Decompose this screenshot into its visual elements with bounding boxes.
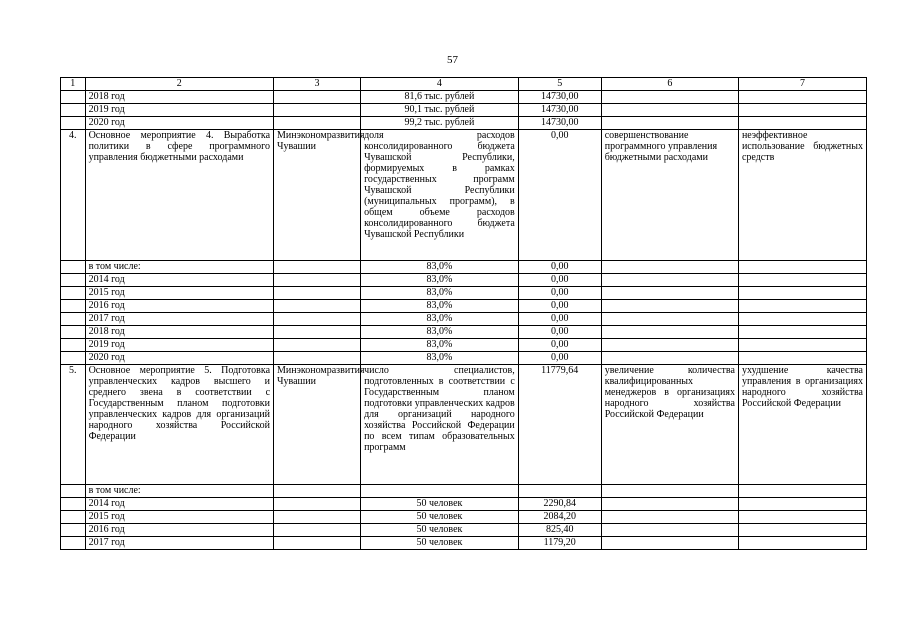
header-cell: 2 (85, 78, 273, 91)
year-label: в том числе: (85, 261, 273, 274)
indicator-value: 83,0% (361, 261, 519, 274)
year-label: 2018 год (85, 91, 273, 104)
table-row (61, 498, 867, 511)
empty-cell (61, 326, 86, 339)
empty-cell (61, 498, 86, 511)
indicator-value: 83,0% (361, 274, 519, 287)
indicator-value: 83,0% (361, 352, 519, 365)
table-row (61, 287, 867, 300)
empty-cell (601, 274, 738, 287)
empty-cell (601, 537, 738, 550)
indicator-value: 83,0% (361, 300, 519, 313)
amount-value: 825,40 (518, 524, 601, 537)
empty-cell (601, 339, 738, 352)
indicator-value: 83,0% (361, 313, 519, 326)
empty-cell (61, 274, 86, 287)
empty-cell (738, 300, 866, 313)
empty-cell (738, 511, 866, 524)
amount-value: 2290,84 (518, 498, 601, 511)
measure-amount: 11779,64 (518, 365, 601, 485)
empty-cell (738, 485, 866, 498)
empty-cell (738, 326, 866, 339)
indicator-value: 81,6 тыс. рублей (361, 91, 519, 104)
empty-cell (601, 313, 738, 326)
empty-cell (738, 287, 866, 300)
indicator-value: 83,0% (361, 339, 519, 352)
measure-name: Основное мероприятие 5. Подготовка управленческих кадров высшего и среднего звена в соответствии с Государственным планом подготовки управленческих кадров для организаций народного хозяйства Российской Федерации (85, 365, 273, 485)
indicator-value: 50 человек (361, 537, 519, 550)
amount-value (518, 485, 601, 498)
indicator-value: 83,0% (361, 326, 519, 339)
header-cell: 1 (61, 78, 86, 91)
table-row (61, 326, 867, 339)
measure-result: совершенствование программного управления бюджетными расходами (601, 130, 738, 261)
empty-cell (601, 352, 738, 365)
empty-cell (61, 339, 86, 352)
table-row (61, 91, 867, 104)
measure-result: увеличение количества квалифицированных менеджеров в организациях народного хозяйства Российской Федерации (601, 365, 738, 485)
empty-cell (61, 313, 86, 326)
empty-cell (274, 352, 361, 365)
measure-executor: Минэкономразвития Чувашии (274, 365, 361, 485)
header-cell: 4 (361, 78, 519, 91)
table-row (61, 104, 867, 117)
empty-cell (274, 537, 361, 550)
amount-value: 14730,00 (518, 117, 601, 130)
empty-cell (61, 485, 86, 498)
amount-value: 0,00 (518, 274, 601, 287)
empty-cell (274, 511, 361, 524)
empty-cell (274, 326, 361, 339)
measure-consequence: ухудшение качества управления в организациях народного хозяйства Российской Федерации (738, 365, 866, 485)
empty-cell (274, 274, 361, 287)
header-cell: 5 (518, 78, 601, 91)
amount-value: 0,00 (518, 313, 601, 326)
empty-cell (601, 524, 738, 537)
empty-cell (601, 261, 738, 274)
indicator-value: 50 человек (361, 498, 519, 511)
year-label: в том числе: (85, 485, 273, 498)
table-row (61, 352, 867, 365)
empty-cell (274, 524, 361, 537)
year-label: 2016 год (85, 300, 273, 313)
empty-cell (274, 313, 361, 326)
measure-row-5 (61, 365, 867, 485)
amount-value: 1179,20 (518, 537, 601, 550)
indicator-value (361, 485, 519, 498)
empty-cell (601, 511, 738, 524)
amount-value: 14730,00 (518, 104, 601, 117)
measure-number: 4. (61, 130, 86, 261)
year-label: 2019 год (85, 104, 273, 117)
table-row (61, 313, 867, 326)
amount-value: 0,00 (518, 339, 601, 352)
table-row (61, 511, 867, 524)
header-cell: 6 (601, 78, 738, 91)
indicator-value: 50 человек (361, 511, 519, 524)
empty-cell (601, 485, 738, 498)
empty-cell (738, 274, 866, 287)
table-row (61, 524, 867, 537)
empty-cell (738, 537, 866, 550)
amount-value: 0,00 (518, 287, 601, 300)
table-row (61, 274, 867, 287)
amount-value: 0,00 (518, 352, 601, 365)
empty-cell (61, 300, 86, 313)
empty-cell (61, 524, 86, 537)
measure-amount: 0,00 (518, 130, 601, 261)
measure-number: 5. (61, 365, 86, 485)
empty-cell (601, 326, 738, 339)
empty-cell (601, 287, 738, 300)
year-label: 2019 год (85, 339, 273, 352)
empty-cell (61, 261, 86, 274)
empty-cell (738, 524, 866, 537)
empty-cell (274, 287, 361, 300)
empty-cell (738, 498, 866, 511)
year-label: 2014 год (85, 274, 273, 287)
table-row (61, 117, 867, 130)
year-label: 2015 год (85, 287, 273, 300)
empty-cell (61, 537, 86, 550)
empty-cell (738, 352, 866, 365)
empty-cell (738, 261, 866, 274)
indicator-value: 99,2 тыс. рублей (361, 117, 519, 130)
amount-value: 14730,00 (518, 91, 601, 104)
empty-cell (274, 339, 361, 352)
year-label: 2017 год (85, 313, 273, 326)
table-row (61, 537, 867, 550)
amount-value: 2084,20 (518, 511, 601, 524)
empty-cell (274, 485, 361, 498)
indicator-value: 90,1 тыс. рублей (361, 104, 519, 117)
measure-consequence: неэффективное использование бюджетных средств (738, 130, 866, 261)
year-label: 2017 год (85, 537, 273, 550)
empty-cell (738, 313, 866, 326)
header-cell: 3 (274, 78, 361, 91)
page-number: 57 (447, 54, 458, 66)
measure-indicator: доля расходов консолидированного бюджета Чувашской Республики, формируемых в рамках государственных программ Чувашской Республики (муниципальных программ), в общем объеме расходов консолидированного бюджета Чувашской Республики (361, 130, 519, 261)
amount-value: 0,00 (518, 326, 601, 339)
year-label: 2014 год (85, 498, 273, 511)
measure-name: Основное мероприятие 4. Выработка политики в сфере программного управления бюджетными расходами (85, 130, 273, 261)
measure-row-4 (61, 130, 867, 261)
empty-cell (61, 287, 86, 300)
empty-cell (601, 300, 738, 313)
empty-cell (61, 352, 86, 365)
table-row (61, 300, 867, 313)
amount-value: 0,00 (518, 300, 601, 313)
year-label: 2020 год (85, 352, 273, 365)
year-label: 2016 год (85, 524, 273, 537)
indicator-value: 83,0% (361, 287, 519, 300)
year-label: 2020 год (85, 117, 273, 130)
table-row (61, 261, 867, 274)
measure-indicator: число специалистов, подготовленных в соответствии с Государственным планом подготовки управленческих кадров для организаций народного хозяйства Российской Федерации по всем типам образовательных программ (361, 365, 519, 485)
year-label: 2015 год (85, 511, 273, 524)
empty-cell (738, 339, 866, 352)
table-row (61, 339, 867, 352)
empty-cell (601, 498, 738, 511)
year-label: 2018 год (85, 326, 273, 339)
measures-table (60, 77, 867, 550)
empty-cell (61, 511, 86, 524)
empty-cell (274, 261, 361, 274)
table-row (61, 485, 867, 498)
measure-executor: Минэкономразвития Чувашии (274, 130, 361, 261)
indicator-value: 50 человек (361, 524, 519, 537)
header-cell: 7 (738, 78, 866, 91)
amount-value: 0,00 (518, 261, 601, 274)
empty-cell (274, 300, 361, 313)
empty-cell (274, 498, 361, 511)
header-row (61, 78, 867, 91)
